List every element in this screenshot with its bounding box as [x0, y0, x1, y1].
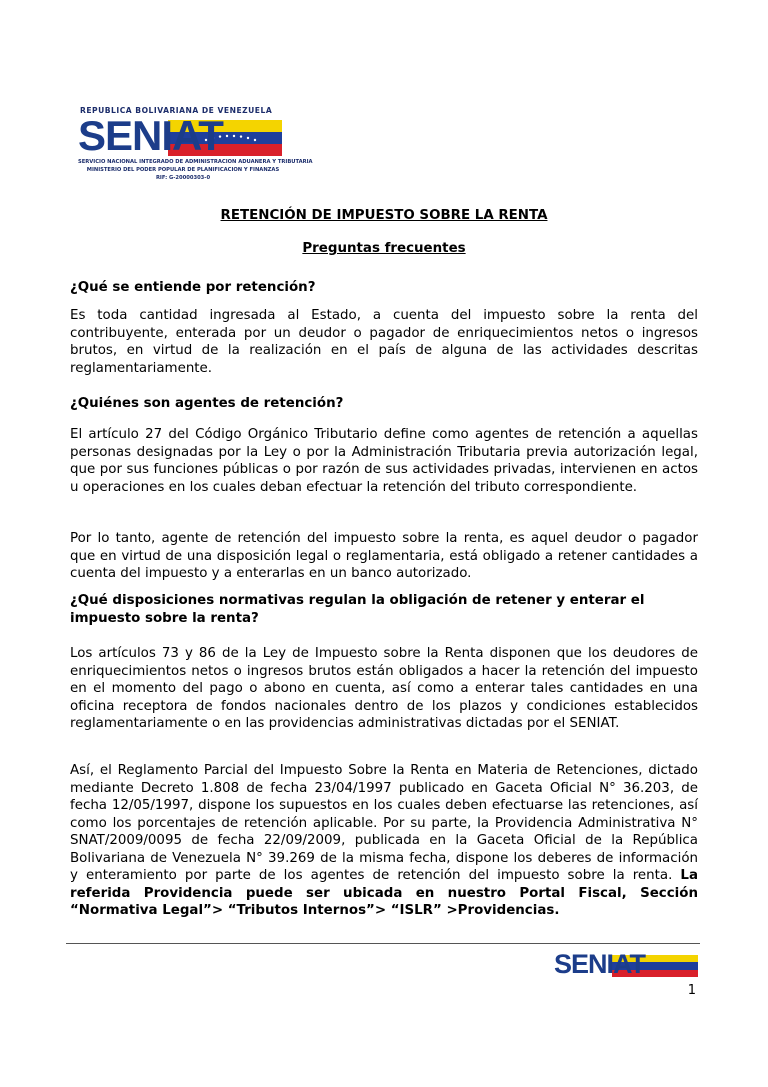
portal-fiscal-reference: La referida Providencia puede ser ubicada en nuestro Portal Fiscal, Sección “Normativa Legal”> “Tributos Internos”> “ISLR” >Providencias. [70, 868, 698, 918]
logo-line-2: MINISTERIO DEL PODER POPULAR DE PLANIFICACION Y FINANZAS [86, 167, 280, 173]
page-number: 1 [687, 983, 696, 998]
footer-divider [66, 943, 700, 944]
question-2: ¿Quiénes son agentes de retención? [70, 396, 344, 411]
document-subtitle: Preguntas frecuentes [302, 241, 466, 256]
logo-line-1: SERVICIO NACIONAL INTEGRADO DE ADMINISTRACION ADUANERA Y TRIBUTARIA [78, 159, 313, 165]
footer-seniat-logo [554, 950, 698, 980]
answer-3-paragraph-1: Los artículos 73 y 86 de la Ley de Impuesto sobre la Renta disponen que los deudores de enriquecimientos netos o ingresos brutos están obligados a hacer la retención del impuesto en el momento del pago o abono en cuenta, así como a enterar tales cantidades en una oficina receptora de fondos nacionales dentro de los plazos y condiciones establecidos reglamentariamente o en las providencias administrativas dictadas por el SENIAT. [70, 646, 698, 731]
question-3: ¿Qué disposiciones normativas regulan la obligación de retener y enterar el impuesto sobre la renta? [70, 593, 645, 626]
answer-2-paragraph-2: Por lo tanto, agente de retención del impuesto sobre la renta, es aquel deudor o pagador que en virtud de una disposición legal o reglamentaria, está obligado a retener cantidades a cuenta del impuesto y a enterarlas en un banco autorizado. [70, 531, 698, 581]
logo-republic-text: REPUBLICA BOLIVARIANA DE VENEZUELA [80, 106, 273, 115]
answer-3-paragraph-2 [70, 762, 698, 920]
logo-line-3: RIF: G-20000303-0 [155, 175, 211, 181]
answer-1-paragraph-1: Es toda cantidad ingresada al Estado, a cuenta del impuesto sobre la renta del contribuyente, enterada por un deudor o pagador de enriquecimientos netos o ingresos brutos, en virtud de la realización en el país de alguna de las actividades descritas reglamentariamente. [70, 308, 698, 376]
answer-2-paragraph-1: El artículo 27 del Código Orgánico Tributario define como agentes de retención a aquellas personas designadas por la Ley o por la Administración Tributaria previa autorización legal, que por sus funciones públicas o por razón de sus actividades privadas, intervienen en actos u operaciones en los cuales deban efectuar la retención del tributo correspondiente. [70, 427, 698, 495]
document-title: RETENCIÓN DE IMPUESTO SOBRE LA RENTA [220, 208, 548, 223]
logo-wordmark: SENIAT [78, 112, 223, 159]
answer-3-paragraph-2-text: Así, el Reglamento Parcial del Impuesto Sobre la Renta en Materia de Retenciones, dictado mediante Decreto 1.808 de fecha 23/04/1997 publicado en Gaceta Oficial N° 36.203, de fecha 12/05/1997, dispone los supuestos en los cuales deben efectuarse las retenciones, así como los porcentajes de retención aplicable. Por su parte, la Providencia Administrativa N° SNAT/2009/0095 de fecha 22/09/2009, publicada en la Gaceta Oficial de la República Bolivariana de Venezuela N° 39.269 de la misma fecha, dispone los deberes de información y enteramiento por parte de los agentes de retención del impuesto sobre la renta. [70, 763, 698, 883]
seniat-logo [74, 106, 313, 188]
footer-logo-wordmark: SENIAT [554, 949, 646, 979]
question-1: ¿Qué se entiende por retención? [70, 280, 316, 295]
